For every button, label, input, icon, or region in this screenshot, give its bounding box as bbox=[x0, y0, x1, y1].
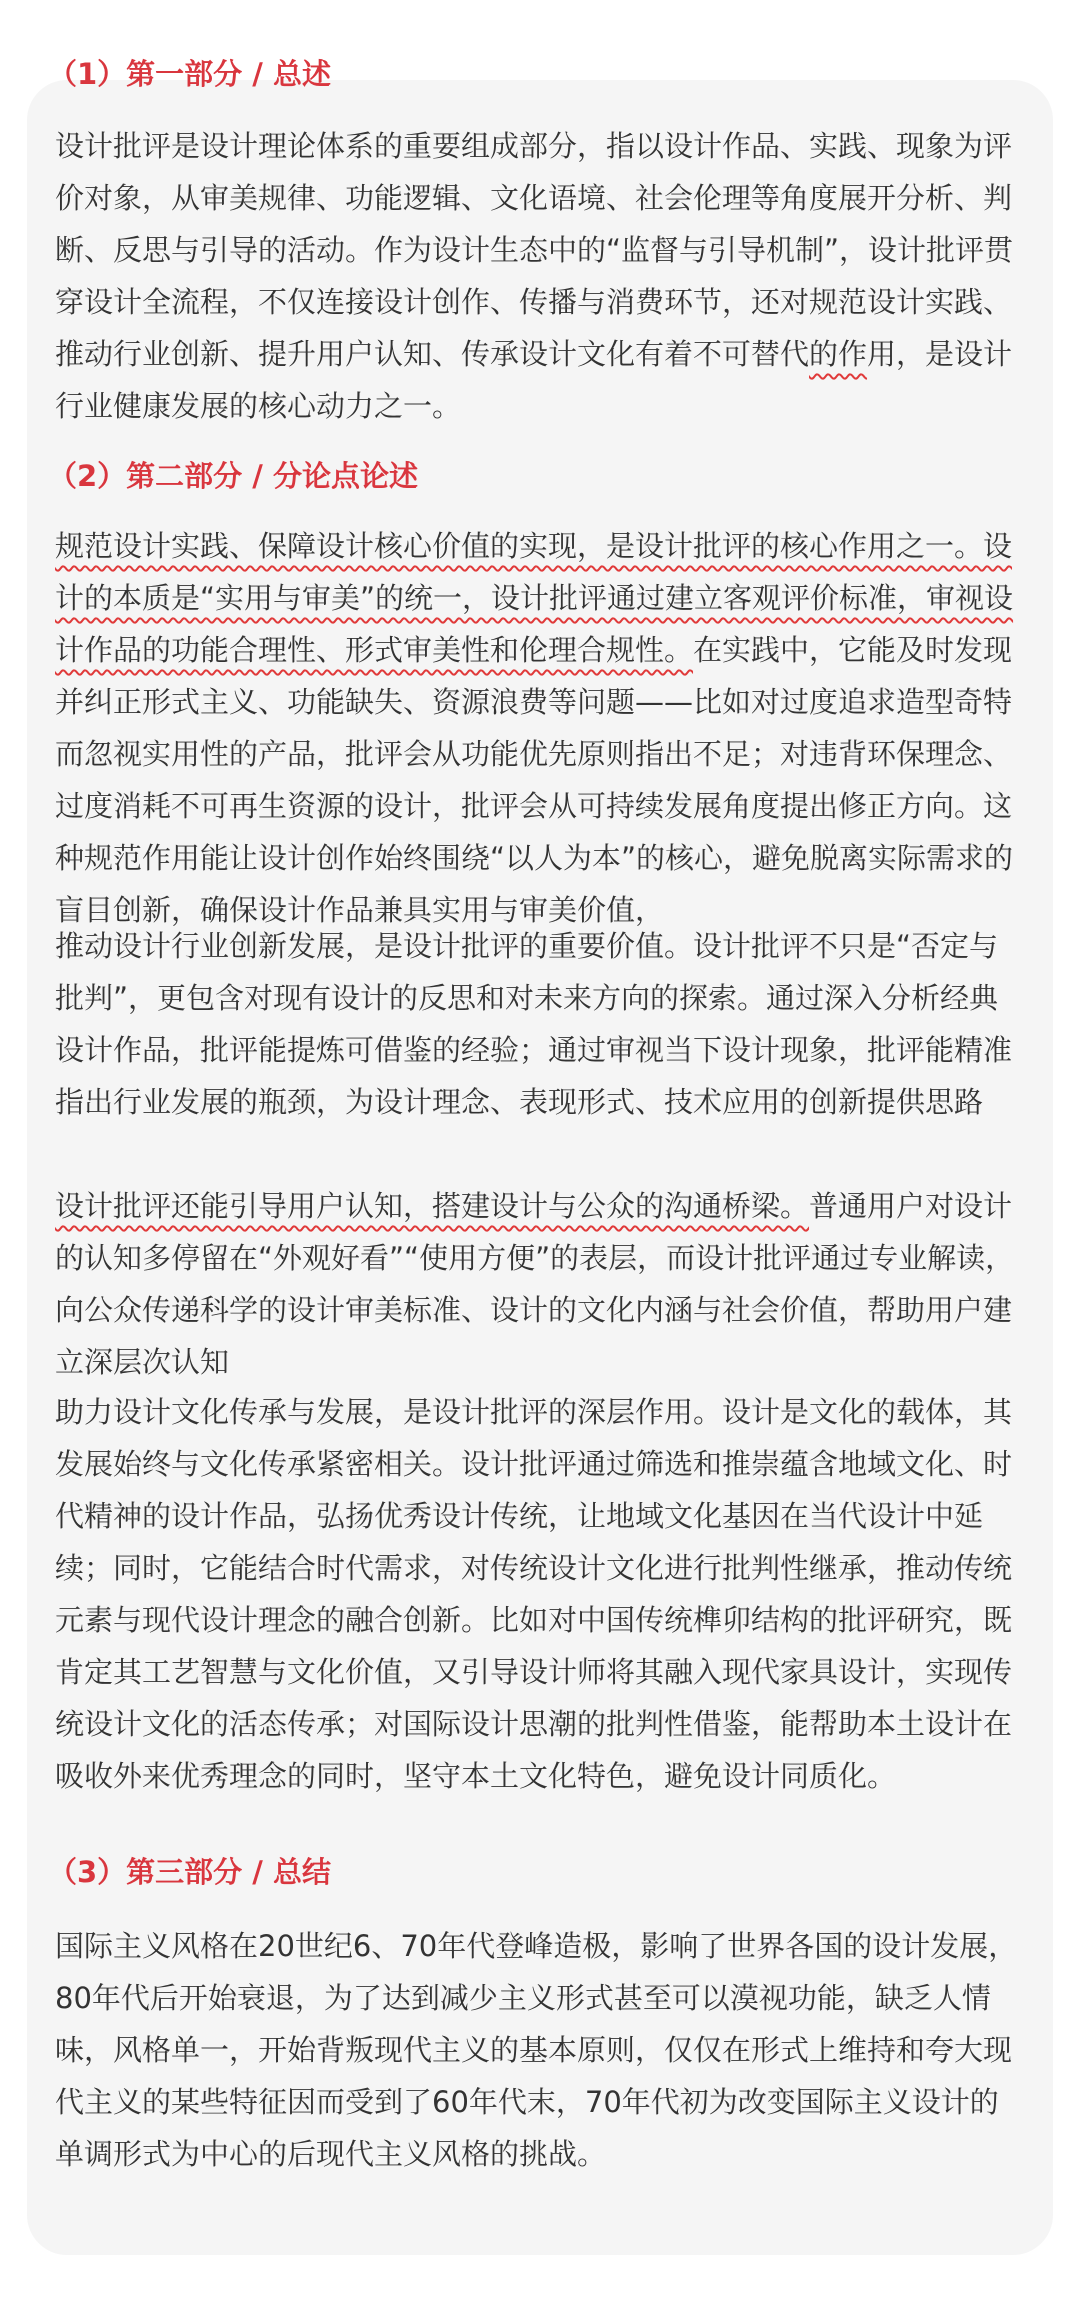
section-3-paragraph: 国际主义风格在20世纪6、70年代登峰造极，影响了世界各国的设计发展，80年代后开始衰退，为了达到减少主义形式甚至可以漠视功能，缺乏人情味，风格单一，开始背叛现代主义的基本原则，仅仅在形式上维持和夸大现代主义的某些特征因而受到了60年代末，70年代初为改变国际主义设计的单调形式为中心的后现代主义风格的挑战。 bbox=[55, 1929, 1018, 2171]
spell-check-underline: 的作 bbox=[809, 337, 868, 371]
section-3-heading: （3）第三部分 / 总结 bbox=[48, 1855, 331, 1889]
section-2-heading: （2）第二部分 / 分论点论述 bbox=[48, 459, 418, 493]
section-2-paragraph-2: 推动设计行业创新发展，是设计批评的重要价值。设计批评不只是“否定与批判”，更包含对现有设计的反思和对未来方向的探索。通过深入分析经典设计作品，批评能提炼可借鉴的经验；通过审视当下设计现象，批评能精准指出行业发展的瓶颈，为设计理念、表现形式、技术应用的创新提供思路 bbox=[55, 929, 1013, 1119]
section-1-heading: （1）第一部分 / 总述 bbox=[48, 57, 331, 91]
section-2-paragraph-3: 设计批评还能引导用户认知，搭建设计与公众的沟通桥梁。普通用户对设计的认知多停留在“外观好看”“使用方便”的表层，而设计批评通过专业解读，向公众传递科学的设计审美标准、设计的文化内涵与社会价值，帮助用户建立深层次认知 bbox=[55, 1189, 1015, 1379]
section-1-paragraph: 设计批评是设计理论体系的重要组成部分，指以设计作品、实践、现象为评价对象，从审美规律、功能逻辑、文化语境、社会伦理等角度展开分析、判断、反思与引导的活动。作为设计生态中的“监督与引导机制”，设计批评贯穿设计全流程，不仅连接设计创作、传播与消费环节，还对规范设计实践、推动行业创新、提升用户认知、传承设计文化有着不可替代的作用，是设计行业健康发展的核心动力之一。 bbox=[55, 129, 1014, 423]
spell-check-underline: 规范设计实践、保障设计核心价值的实现，是设计批评的核心作用之一。设计的本质是“实用与审美”的统一，设计批评通过建立客观评价标准，审视设计作品的功能合理性、形式审美性和伦理合规性。 bbox=[55, 529, 1014, 667]
section-2-paragraph-1: 规范设计实践、保障设计核心价值的实现，是设计批评的核心作用之一。设计的本质是“实用与审美”的统一，设计批评通过建立客观评价标准，审视设计作品的功能合理性、形式审美性和伦理合规性。在实践中，它能及时发现并纠正形式主义、功能缺失、资源浪费等问题——比如对过度追求造型奇特而忽视实用性的产品，批评会从功能优先原则指出不足；对违背环保理念、过度消耗不可再生资源的设计，批评会从可持续发展角度提出修正方向。这种规范作用能让设计创作始终围绕“以人为本”的核心，避免脱离实际需求的盲目创新，确保设计作品兼具实用与审美价值， bbox=[55, 529, 1014, 927]
section-2-paragraph-4: 助力设计文化传承与发展，是设计批评的深层作用。设计是文化的载体，其发展始终与文化传承紧密相关。设计批评通过筛选和推崇蕴含地域文化、时代精神的设计作品，弘扬优秀设计传统，让地域文化基因在当代设计中延续；同时，它能结合时代需求，对传统设计文化进行批判性继承，推动传统元素与现代设计理念的融合创新。比如对中国传统榫卯结构的批评研究，既肯定其工艺智慧与文化价值，又引导设计师将其融入现代家具设计，实现传统设计文化的活态传承；对国际设计思潮的批判性借鉴，能帮助本土设计在吸收外来优秀理念的同时，坚守本土文化特色，避免设计同质化。 bbox=[55, 1395, 1013, 1793]
spell-check-underline: 设计批评还能引导用户认知，搭建设计与公众的沟通桥梁。 bbox=[55, 1189, 810, 1223]
